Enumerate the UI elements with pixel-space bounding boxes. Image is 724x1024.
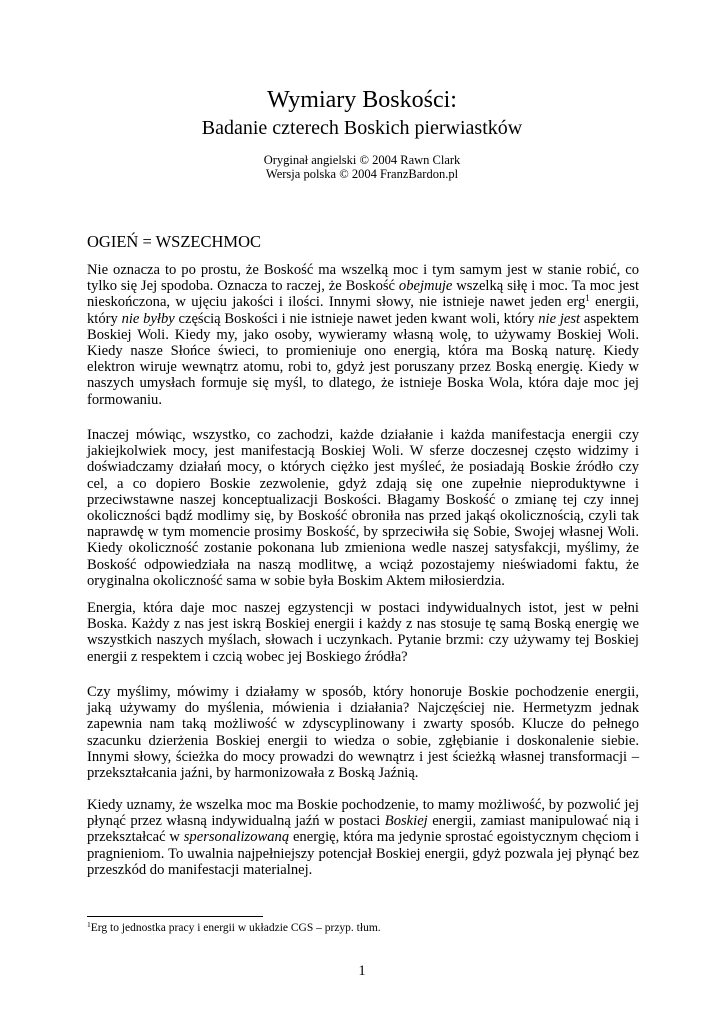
- text-line: przeciwstawne naszej konceptualizacji Boskości. Błagamy Boskość o zmianę tej czy innej: [87, 491, 639, 508]
- document-title: Wymiary Boskości:: [267, 87, 457, 113]
- text-line: tylko się Jej spodoba. Oznacza to raczej, że Boskość obejmuje wszelką siłę i moc. Ta moc jest: [87, 278, 640, 295]
- text-line: Boskiej Woli. Kiedy my, jako osoby, wywieramy własną wolę, to używamy Boskiej Woli.: [87, 326, 639, 343]
- text-line: naszych umysłach formuje się myśl, to dlatego, że istnieje Boska Wola, która daje moc jej: [87, 375, 639, 392]
- emphasis: nie jest: [538, 310, 581, 327]
- credits: [0, 153, 724, 181]
- text-line: przekształcania jaźni, by harmonizowała z Boską Jaźnią.: [87, 764, 419, 781]
- text-line: Nie oznacza to po prostu, że Boskość ma wszelką moc i tym samym jest w stanie robić, co: [87, 262, 639, 278]
- footnote-text: Erg to jednostka pracy i energii w układzie CGS – przyp. tłum.: [90, 922, 381, 934]
- footnote-divider: [87, 916, 263, 917]
- footnote-number: 1: [87, 920, 91, 929]
- paragraph-3: [87, 600, 639, 665]
- text-line: Boskość odpowiedziała na naszą modlitwę, a wciąż pozostajemy nieświadomi faktu, że: [87, 556, 639, 573]
- paragraph-4: [87, 684, 639, 781]
- text-line: Innymi słowy, ścieżka do mocy prowadzi do wewnątrz i jest ścieżką własnej transformacji –: [87, 748, 639, 765]
- document-subtitle: Badanie czterech Boskich pierwiastków: [201, 117, 523, 139]
- text-line: oryginalna okoliczność sama w sobie była Boskim Aktem miłosierdzia.: [87, 572, 505, 589]
- text-line: przeszkód do manifestacji materialnej.: [87, 861, 313, 878]
- text-line: szacunku dzierżenia Boskiej energii to wiedza o sobie, zgłębianie i doskonalenie siebie.: [87, 732, 639, 749]
- text-line: przekształcać w spersonalizowaną energię, która ma jedynie sprostać egoistycznym chęciom i: [87, 829, 640, 846]
- emphasis: Boskiej: [384, 813, 428, 830]
- text-line: okoliczności bądź modlimy się, by Boskość obroniła nas przed jakąś okolicznością, czyli tak: [87, 507, 639, 524]
- text-line: Czy myślimy, mówimy i działamy w sposób, który honoruje Boskie pochodzenie energii,: [87, 684, 639, 700]
- page-number: 1: [358, 963, 366, 979]
- emphasis: nie byłby: [121, 310, 175, 327]
- paragraph-2: [87, 427, 639, 589]
- text-line: doświadczamy działań mocy, o których ciężko jest myśleć, że posiadają Boskie źródło czy: [87, 459, 639, 476]
- text-line: pragnieniom. To uwalnia najpełniejszy potencjał Boskiej energii, gdyż pozwala jej płynąć bez: [87, 845, 639, 862]
- text-line: cel, a co dopiero Boskie zezwolenie, gdyż zdają się one zupełnie nieproduktywne i: [87, 475, 639, 492]
- text-line: nieskończona, w ujęciu jakości i ilości. Innymi słowy, nie istnieje nawet jeden erg$^1$ energii,: [87, 293, 639, 311]
- emphasis: obejmuje: [398, 278, 453, 295]
- footnote-marker[interactable]: 1: [585, 293, 590, 304]
- credit-original: Oryginał angielski © 2004 Rawn Clark: [263, 153, 461, 167]
- text-line: który nie byłby częścią Boskości i nie istnieje nawet jeden kwant woli, który nie jest aspektem: [87, 310, 639, 327]
- text-line: jakiejkolwiek mocy, jest manifestacją Boskiej Woli. W sferze doczesnej często widzimy i: [87, 443, 639, 460]
- footnote: [87, 921, 381, 935]
- emphasis: spersonalizowaną: [183, 829, 290, 846]
- text-line: wszystkich naszych myślach, słowach i uczynkach. Pytanie brzmi: czy używamy tej Boskiej: [87, 632, 639, 649]
- text-line: energii z respektem i czcią wobec jej Boskiego źródła?: [87, 648, 408, 665]
- text-line: elektron wiruje wewnątrz atomu, robi to, gdyż jest poruszany przez Boską energię. Kiedy w: [87, 359, 639, 376]
- paragraph-1: [87, 262, 639, 408]
- paragraph-5: [87, 797, 639, 878]
- text-line: Boska. Każdy z nas jest iskrą Boskiej energii i każdy z nas stosuje tę samą Boską energię we: [87, 616, 639, 633]
- text-line: płynąć przez własną indywidualną jaźń w postaci Boskiej energii, zamiast manipulować nią i: [87, 813, 639, 830]
- text-line: Kiedy uznamy, że wszelka moc ma Boskie pochodzenie, to mamy możliwość, by pozwolić jej: [87, 797, 639, 813]
- text-line: jaką używamy do myślenia, mówienia i działania? Najczęściej nie. Hermetyzm jednak: [87, 700, 639, 717]
- text-line: zapewnia nam taką możliwość w zdyscyplinowany i zwarty sposób. Klucze do pełnego: [87, 716, 639, 733]
- text-line: Inaczej mówiąc, wszystko, co zachodzi, każde działanie i każda manifestacja energii czy: [87, 427, 639, 443]
- text-line: Kiedy nasze Słońce świeci, to promieniuje ono energią, która ma Boską naturę. Kiedy: [87, 342, 639, 359]
- text-line: formowaniu.: [87, 391, 162, 408]
- text-line: naprawdę w tym momencie prosimy Boskość, by sprzeciwiła się Sobie, Swojej własnej Woli.: [87, 524, 639, 541]
- text-line: Energia, która daje moc naszej egzystencji w postaci indywidualnych istot, jest w pełni: [87, 600, 639, 616]
- text-line: Kiedy okoliczność zostanie pokonana lub zmieniona wedle naszej satysfakcji, myślimy, że: [87, 540, 639, 557]
- section-heading: OGIEŃ = WSZECHMOC: [87, 232, 261, 251]
- credit-polish: Wersja polska © 2004 FranzBardon.pl: [265, 167, 459, 181]
